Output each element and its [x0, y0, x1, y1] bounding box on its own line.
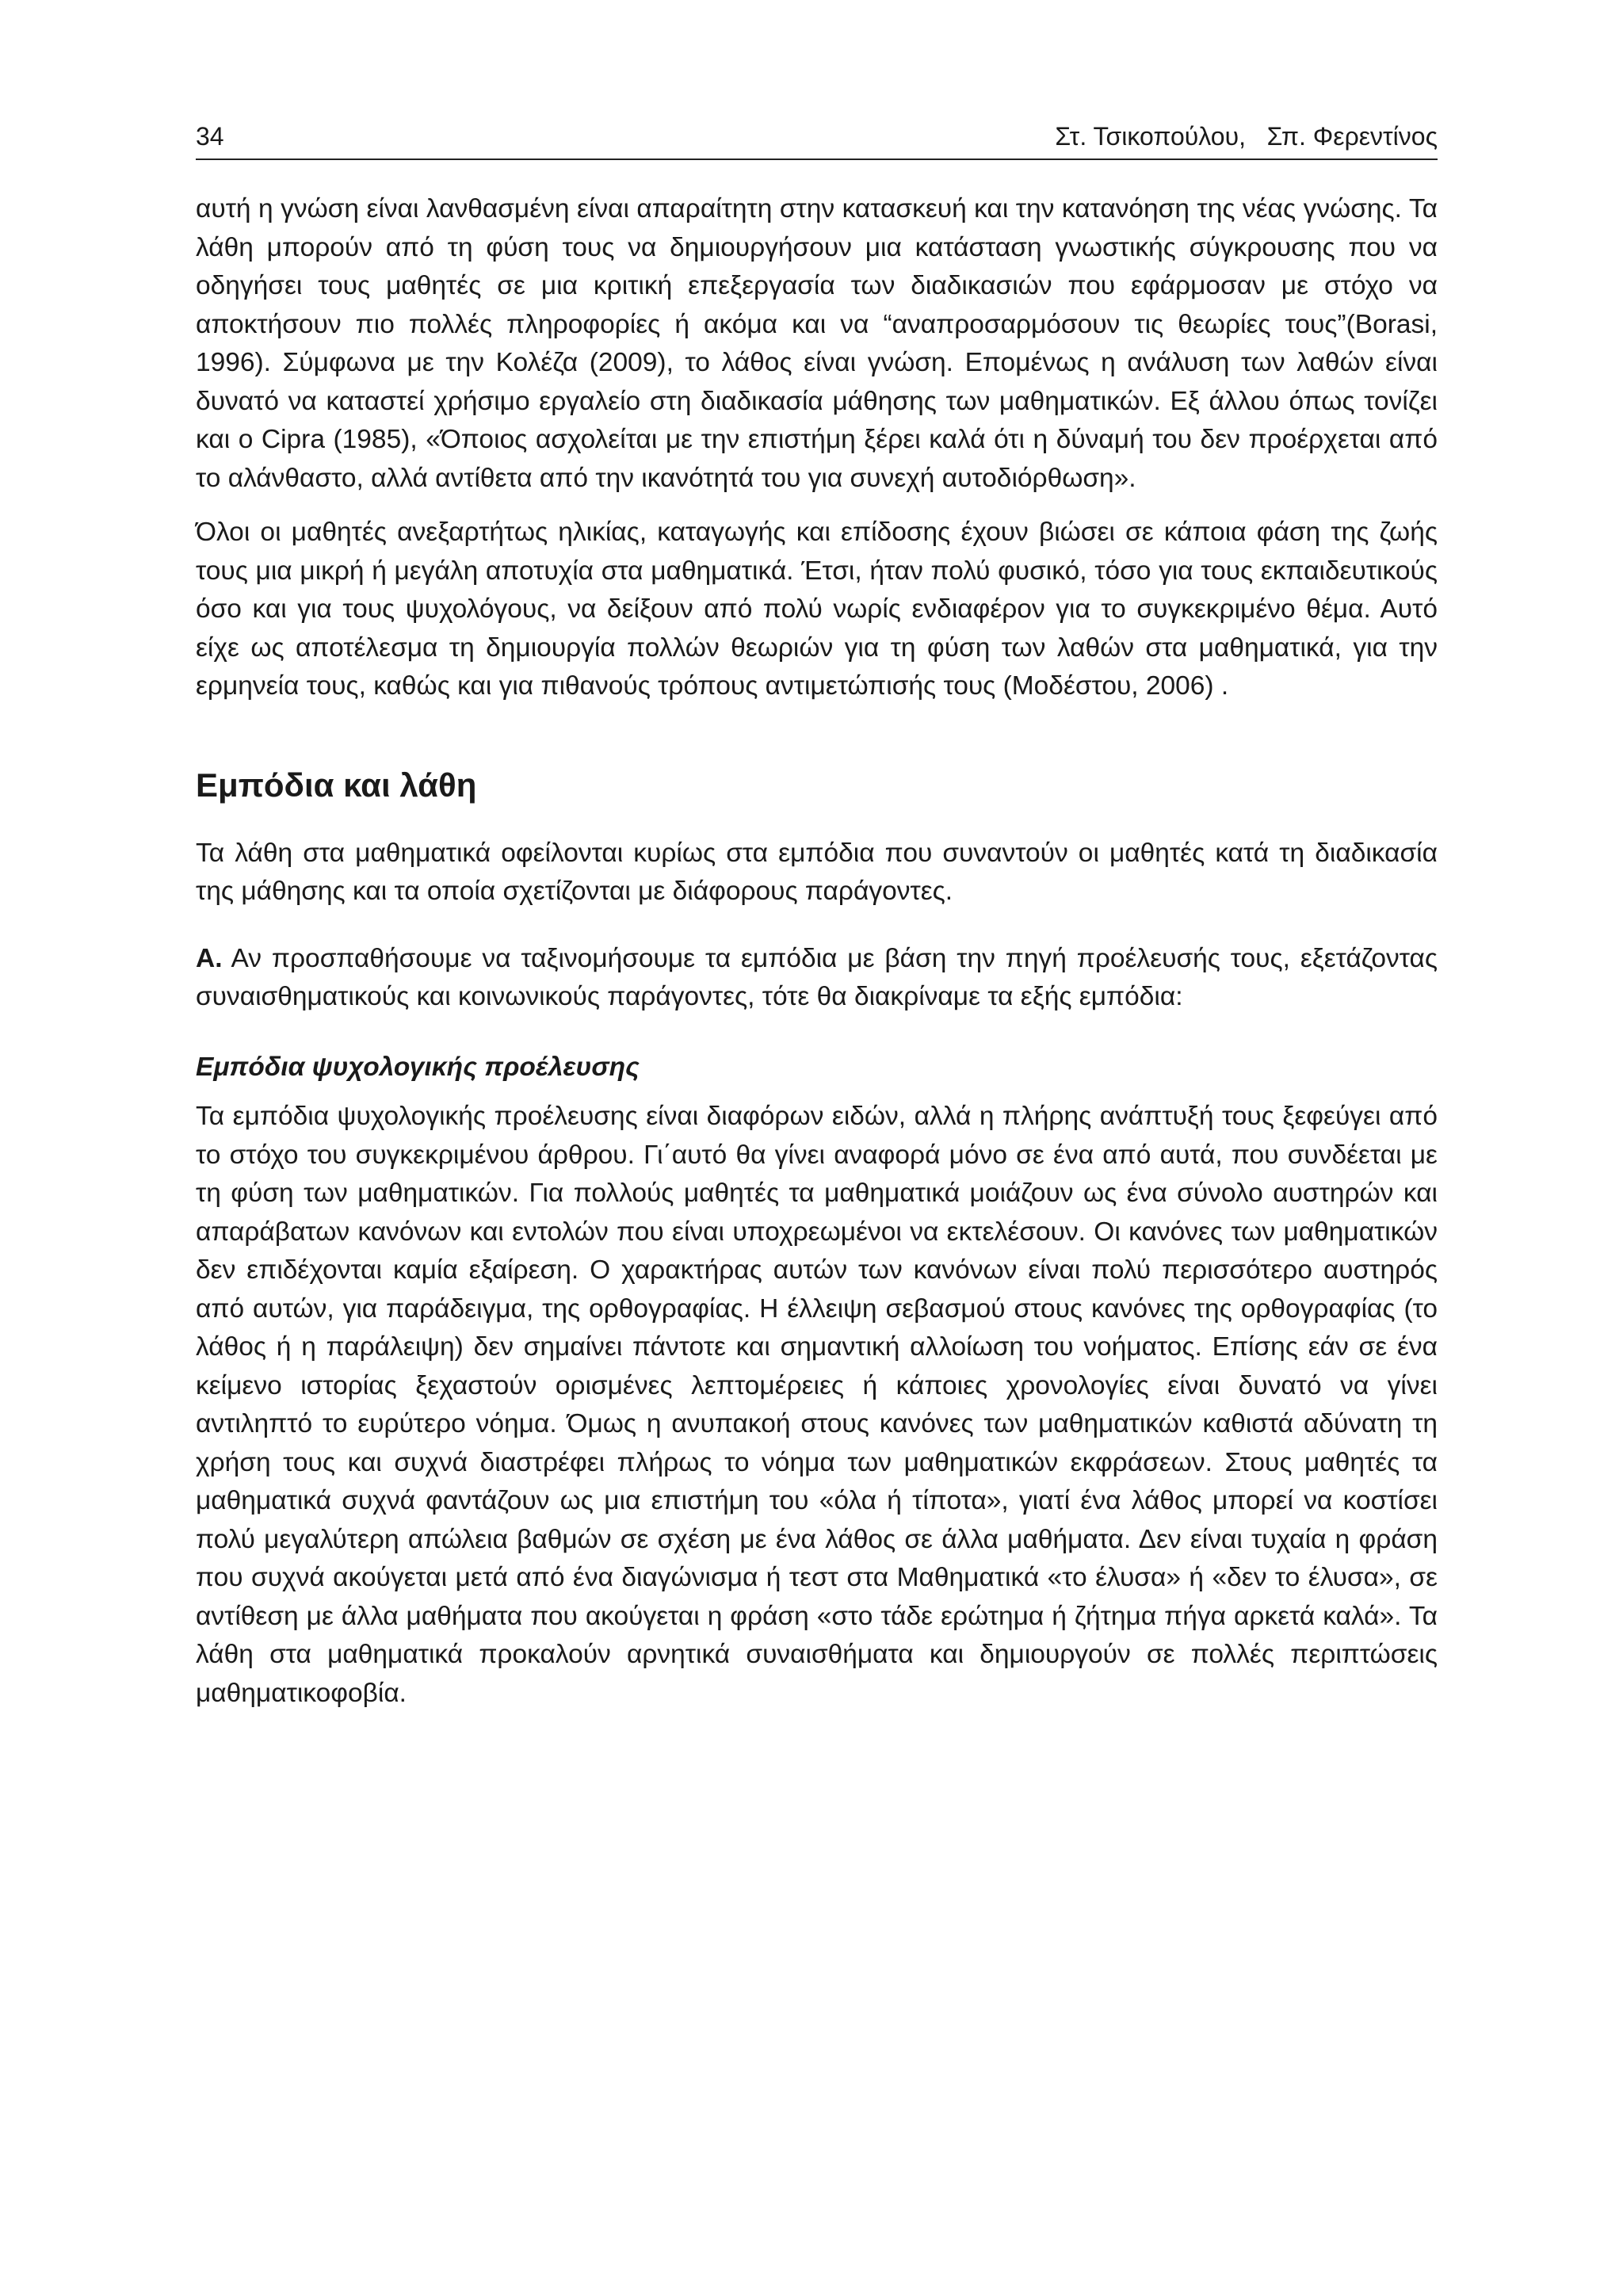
section-heading: Εμπόδια και λάθη [196, 766, 477, 804]
running-header-authors: Στ. Τσικοπούλου, Σπ. Φερεντίνος [1055, 122, 1438, 151]
page-number: 34 [196, 122, 224, 151]
point-a-paragraph [196, 940, 1438, 1017]
point-a-text: Αν προσπαθήσουμε να ταξινομήσουμε τα εμπόδια με βάση την πηγή προέλευσής τους, εξετάζοντας συναισθηματικούς και κοινωνικούς παράγοντες, τότε θα διακρίναμε τα εξής εμπόδια: [196, 943, 1438, 1011]
paragraph-errors-as-knowledge: αυτή η γνώση είναι λανθασμένη είναι απαραίτητη στην κατασκευή και την κατανόηση της νέας γνώσης. Τα λάθη μπορούν από τη φύση τους να δημιουργήσουν μια κατάσταση γνωστικής σύγκρουσης που να οδηγήσει τους μαθητές σε μια κριτική επεξεργασία των διαδικασιών που εφάρμοσαν με στόχο να αποκτήσουν πιο πολλές πληροφορίες ή ακόμα και να “αναπροσαρμόσουν τις θεωρίες τους”(Borasi, 1996). Σύμφωνα με την Κολέζα (2009), το λάθος είναι γνώση. Επομένως η ανάλυση των λαθών είναι δυνατό να καταστεί χρήσιμο εργαλείο στη διαδικασία μάθησης των μαθηματικών. Εξ άλλου όπως τονίζει και ο Cipra (1985), «Όποιος ασχολείται με την επιστήμη ξέρει καλά ότι η δύναμή του δεν προέρχεται από το αλάνθαστο, αλλά αντίθετα από την ικανότητά του για συνεχή αυτοδιόρθωση». [196, 194, 1438, 493]
section-intro-paragraph: Τα λάθη στα μαθηματικά οφείλονται κυρίως στα εμπόδια που συναντούν οι μαθητές κατά τη διαδικασία της μάθησης και τα οποία σχετίζονται με διάφορους παράγοντες. [196, 838, 1438, 906]
subsection-heading: Εμπόδια ψυχολογικής προέλευσης [196, 1052, 640, 1082]
running-header [196, 117, 1438, 160]
paragraph-student-failure: Όλοι οι μαθητές ανεξαρτήτως ηλικίας, καταγωγής και επίδοσης έχουν βιώσει σε κάποια φάση της ζωής τους μια μικρή ή μεγάλη αποτυχία στα μαθηματικά. Έτσι, ήταν πολύ φυσικό, τόσο για τους εκπαιδευτικούς όσο και για τους ψυχολόγους, να δείξουν από πολύ νωρίς ενδιαφέρον για το συγκεκριμένο θέμα. Αυτό είχε ως αποτέλεσμα τη δημιουργία πολλών θεωριών για τη φύση των λαθών στα μαθηματικά, για την ερμηνεία τους, καθώς και για πιθανούς τρόπους αντιμετώπισής τους (Μοδέστου, 2006) . [196, 518, 1438, 701]
psychological-obstacles-paragraph: Τα εμπόδια ψυχολογικής προέλευσης είναι διαφόρων ειδών, αλλά η πλήρης ανάπτυξή τους ξεφεύγει από το στόχο του συγκεκριμένου άρθρου. Γι΄αυτό θα γίνει αναφορά μόνο σε ένα από αυτά, που συνδέεται με τη φύση των μαθηματικών. Για πολλούς μαθητές τα μαθηματικά μοιάζουν ως ένα σύνολο αυστηρών και απαράβατων κανόνων και εντολών που είναι υποχρεωμένοι να εκτελέσουν. Οι κανόνες των μαθηματικών δεν επιδέχονται καμία εξαίρεση. Ο χαρακτήρας αυτών των κανόνων είναι πολύ περισσότερο αυστηρός από αυτών, για παράδειγμα, της ορθογραφίας. Η έλλειψη σεβασμού στους κανόνες της ορθογραφίας (το λάθος ή η παράλειψη) δεν σημαίνει πάντοτε και σημαντική αλλοίωση του νοήματος. Επίσης εάν σε ένα κείμενο ιστορίας ξεχαστούν ορισμένες λεπτομέρειες ή κάποιες χρονολογίες είναι δυνατό να γίνει αντιληπτό το ευρύτερο νόημα. Όμως η ανυπακοή στους κανόνες των μαθηματικών καθιστά αδύνατη τη χρήση τους και συχνά διαστρέφει πλήρως το νόημα των μαθηματικών εκφράσεων. Στους μαθητές τα μαθηματικά συχνά φαντάζουν ως μια επιστήμη του «όλα ή τίποτα», γιατί ένα λάθος μπορεί να κοστίσει πολύ μεγαλύτερη απώλεια βαθμών σε σχέση με ένα λάθος σε άλλα μαθήματα. Δεν είναι τυχαία η φράση που συχνά ακούγεται μετά από ένα διαγώνισμα ή τεστ στα Μαθηματικά «το έλυσα» ή «δεν το έλυσα», σε αντίθεση με άλλα μαθήματα που ακούγεται η φράση «στο τάδε ερώτημα ή ζήτημα πήγα αρκετά καλά». Τα λάθη στα μαθηματικά προκαλούν αρνητικά συναισθήματα και δημιουργούν σε πολλές περιπτώσεις μαθηματικοφοβία. [196, 1102, 1438, 1708]
body-text [196, 190, 1438, 1729]
point-a-label: Α. [196, 943, 223, 973]
